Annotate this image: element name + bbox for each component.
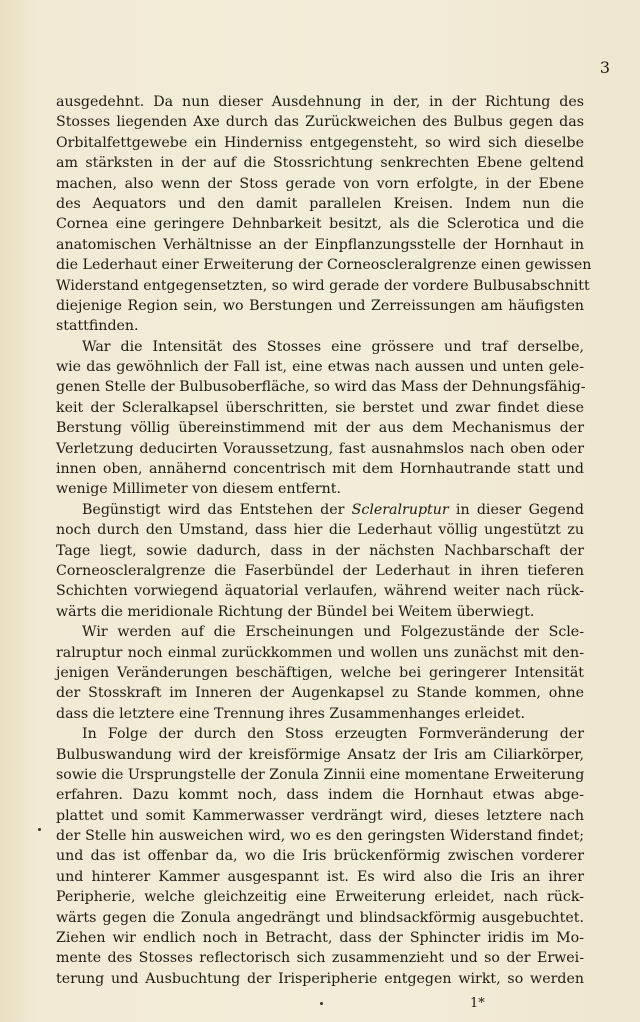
- margin-dot: [38, 828, 41, 831]
- text-line: wie das gewöhnlich der Fall ist, eine etwas nach aussen und unten gele-: [56, 359, 584, 376]
- text-line: des Aequators und den damit parallelen Kreisen. Indem nun die: [56, 195, 584, 212]
- text-line: Ziehen wir endlich noch in Betracht, dass der Sphincter iridis im Mo-: [56, 930, 584, 947]
- text-line: diejenige Region sein, wo Berstungen und Zerreissungen am häufigsten: [56, 297, 584, 314]
- text-line: der Stosskraft im Inneren der Augenkapsel zu Stande kommen, ohne: [56, 685, 584, 702]
- text-line: Corneoscleralgrenze die Faserbündel der Lederhaut in ihren tieferen: [56, 562, 584, 579]
- text-line: die Lederhaut einer Erweiterung der Corneoscleralgrenze einen gewissen: [56, 257, 592, 274]
- body-text: [56, 92, 592, 989]
- text-line: Widerstand entgegensetzten, so wird gerade der vordere Bulbusabschnitt: [56, 277, 590, 294]
- text-line: und hinterer Kammer ausgespannt ist. Es wird also die Iris an ihrer: [56, 868, 584, 885]
- text-line: Wir werden auf die Erscheinungen und Folgezustände der Scle-: [82, 624, 584, 641]
- stray-dot: [320, 1002, 323, 1005]
- text-line: genen Stelle der Bulbusoberfläche, so wird das Mass der Dehnungsfähig-: [56, 379, 586, 396]
- text-line: erfahren. Dazu kommt noch, dass indem die Hornhaut etwas abge-: [56, 787, 584, 804]
- text-line: Berstung völlig übereinstimmend mit der aus dem Mechanismus der: [56, 420, 584, 437]
- text-line: War die Intensität des Stosses eine grössere und traf derselbe,: [82, 338, 584, 355]
- text-line: sowie die Ursprungstelle der Zonula Zinnii eine momentane Erweiterung: [56, 766, 585, 783]
- text-line: plattet und somit Kammerwasser verdrängt wird, dieses letztere nach: [56, 807, 584, 824]
- text-line: wärts gegen die Zonula angedrängt und blindsackförmig ausgebuchtet.: [56, 909, 584, 926]
- text-line: jenigen Veränderungen beschäftigen, welche bei geringerer Intensität: [56, 664, 584, 681]
- text-line: Bulbuswandung wird der kreisförmige Ansatz der Iris am Ciliarkörper,: [56, 746, 584, 763]
- text-line: Stosses liegenden Axe durch das Zurückweichen des Bulbus gegen das: [56, 114, 584, 131]
- text-line: und das ist offenbar da, wo die Iris brückenförmig zwischen vorderer: [56, 848, 584, 865]
- text-line: anatomischen Verhältnisse an der Einpflanzungsstelle der Hornhaut in: [56, 236, 584, 253]
- text-line: ausgedehnt. Da nun dieser Ausdehnung in der, in der Richtung des: [56, 94, 584, 110]
- text-line: keit der Scleralkapsel überschritten, sie berstet und zwar findet diese: [56, 399, 584, 416]
- page-number: 3: [599, 58, 610, 77]
- text-line: wärts die meridionale Richtung der Bündel bei Weitem überwiegt.: [56, 603, 535, 620]
- text-line: In Folge der durch den Stoss erzeugten Formveränderung der: [82, 726, 584, 743]
- text-line: ralruptur noch einmal zurückkommen und wollen uns zunächst mit den-: [56, 644, 584, 661]
- text-line: Peripherie, welche gleichzeitig eine Erweiterung erleidet, nach rück-: [56, 889, 584, 906]
- text-line: Begünstigt wird das Entstehen der Scleralruptur in dieser Gegend: [82, 501, 585, 518]
- text-line: am stärksten in der auf die Stossrichtung senkrechten Ebene geltend: [56, 155, 584, 172]
- text-line: stattfinden.: [56, 318, 139, 335]
- text-line: Verletzung deducirten Voraussetzung, fast ausnahmslos nach oben oder: [56, 440, 584, 457]
- text-line: noch durch den Umstand, dass hier die Lederhaut völlig ungestützt zu: [56, 522, 584, 539]
- text-line: Orbitalfettgewebe ein Hinderniss entgegensteht, so wird sich dieselbe: [56, 134, 584, 151]
- text-line: Tage liegt, sowie dadurch, dass in der nächsten Nachbarschaft der: [56, 542, 584, 559]
- text-line: Schichten vorwiegend äquatorial verlaufen, während weiter nach rück-: [56, 583, 584, 600]
- emphasis-term: Scleralruptur: [351, 501, 449, 518]
- text-line: dass die letztere eine Trennung ihres Zusammenhanges erleidet.: [56, 705, 525, 722]
- text-line: mente des Stosses reflectorisch sich zusammenzieht und so der Erwei-: [56, 950, 584, 967]
- signature-mark: 1*: [470, 996, 485, 1011]
- text-line: innen oben, annähernd concentrisch mit dem Hornhautrande statt und: [56, 461, 584, 478]
- text-line: machen, also wenn der Stoss gerade von vorn erfolgte, in der Ebene: [56, 175, 584, 192]
- text-line: Cornea eine geringere Dehnbarkeit besitzt, als die Sclerotica und die: [56, 216, 584, 233]
- text-line: der Stelle hin ausweichen wird, wo es den geringsten Widerstand findet;: [56, 828, 584, 845]
- text-line: wenige Millimeter von diesem entfernt.: [56, 481, 341, 498]
- text-line: terung und Ausbuchtung der Irisperipherie entgegen wirkt, so werden: [56, 970, 584, 987]
